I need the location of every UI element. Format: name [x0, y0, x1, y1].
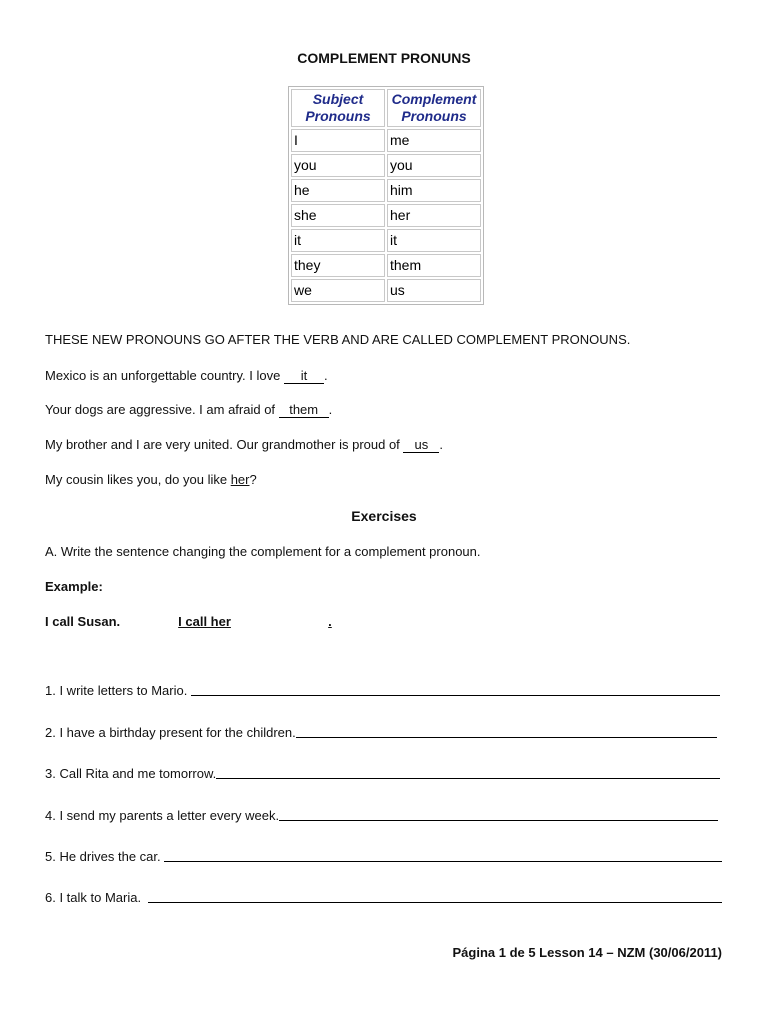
table-cell: it — [291, 229, 385, 252]
example-label: Example: — [45, 579, 103, 594]
exercise-item-3 — [45, 766, 720, 782]
instruction-text: A. Write the sentence changing the complement for a complement pronoun. — [45, 544, 481, 559]
table-header-subject: Subject Pronouns — [291, 89, 385, 127]
answer-line[interactable] — [164, 849, 722, 862]
table-cell: them — [387, 254, 481, 277]
example-answer-text: I call her — [178, 614, 231, 629]
exercise-item-1 — [45, 683, 720, 699]
example-sentence-4 — [45, 472, 257, 488]
table-cell: us — [387, 279, 481, 302]
table-header-complement: Complement Pronouns — [387, 89, 481, 127]
table-row — [291, 254, 481, 277]
table-cell: they — [291, 254, 385, 277]
exercise-item-6 — [45, 890, 722, 906]
exercise-prompt: 5. He drives the car. — [45, 849, 161, 864]
answer-line[interactable] — [296, 725, 717, 738]
table-row — [291, 204, 481, 227]
table-cell: him — [387, 179, 481, 202]
table-row — [291, 129, 481, 152]
sentence-text: Your dogs are aggressive. I am afraid of — [45, 402, 279, 417]
example-worked-sentence — [45, 614, 332, 630]
exercise-item-5 — [45, 849, 722, 865]
example-answer — [120, 614, 328, 630]
table-cell: you — [291, 154, 385, 177]
answer-blank: us — [403, 438, 439, 453]
answer-word: her — [230, 472, 250, 487]
exercise-item-4 — [45, 808, 718, 824]
answer-line[interactable] — [191, 683, 720, 696]
table-row — [291, 279, 481, 302]
table-cell: I — [291, 129, 385, 152]
pronoun-table — [288, 86, 484, 305]
answer-blank: it — [284, 369, 324, 384]
page-footer: Página 1 de 5 Lesson 14 – NZM (30/06/2011) — [452, 945, 722, 960]
sentence-end: ? — [249, 472, 257, 487]
exercise-prompt: 6. I talk to Maria. — [45, 890, 142, 905]
exercises-heading: Exercises — [351, 508, 417, 524]
sentence-text: My brother and I are very united. Our grandmother is proud of — [45, 437, 404, 452]
table-cell: you — [387, 154, 481, 177]
exercise-prompt: 4. I send my parents a letter every week. — [45, 808, 280, 823]
example-sentence-1 — [45, 368, 328, 384]
exercise-prompt: 1. I write letters to Mario. — [45, 683, 188, 698]
exercise-prompt: 2. I have a birthday present for the children. — [45, 725, 296, 740]
sentence-end: . — [328, 402, 333, 417]
sentence-end: . — [439, 437, 444, 452]
table-header-row — [291, 89, 481, 127]
answer-line[interactable] — [148, 890, 722, 903]
table-row — [291, 229, 481, 252]
answer-line[interactable] — [216, 766, 720, 779]
table-row — [291, 154, 481, 177]
example-sentence-3 — [45, 437, 443, 453]
table-row — [291, 179, 481, 202]
sentence-end: . — [323, 368, 328, 383]
intro-text: THESE NEW PRONOUNS GO AFTER THE VERB AND ARE CALLED COMPLEMENT PRONOUNS. — [45, 332, 631, 347]
answer-line[interactable] — [279, 808, 718, 821]
example-prompt: I call Susan. — [45, 614, 121, 629]
exercise-item-2 — [45, 725, 717, 741]
table-cell: her — [387, 204, 481, 227]
table-cell: she — [291, 204, 385, 227]
page-title: COMPLEMENT PRONUNS — [297, 50, 471, 66]
example-sentence-2 — [45, 402, 332, 418]
exercise-prompt: 3. Call Rita and me tomorrow. — [45, 766, 217, 781]
table-cell: me — [387, 129, 481, 152]
table-cell: it — [387, 229, 481, 252]
answer-blank: them — [279, 403, 329, 418]
sentence-text: Mexico is an unforgettable country. I love — [45, 368, 284, 383]
sentence-text: My cousin likes you, do you like — [45, 472, 231, 487]
table-cell: we — [291, 279, 385, 302]
example-end: . — [328, 614, 332, 629]
table-cell: he — [291, 179, 385, 202]
